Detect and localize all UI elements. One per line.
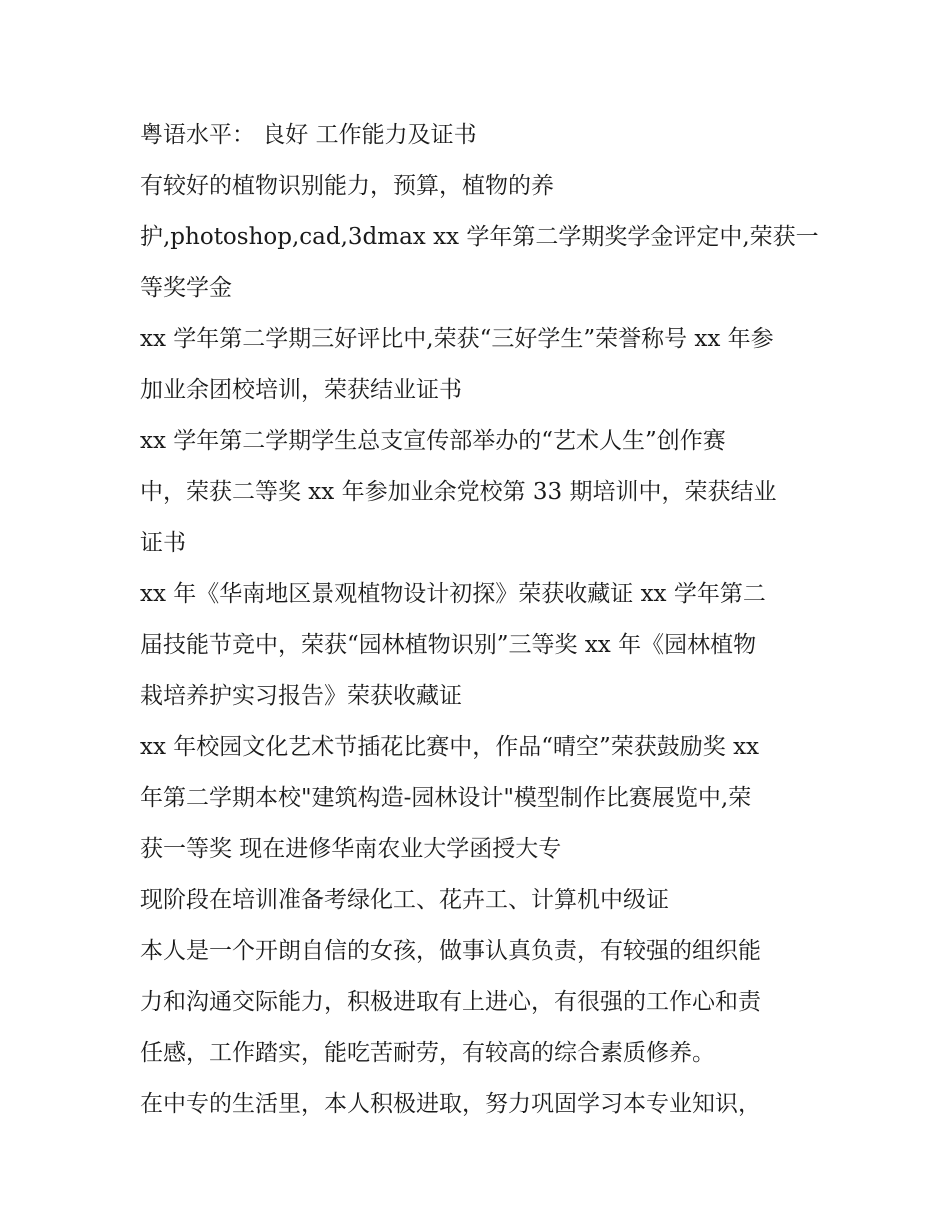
text-line: 粤语水平： 良好 工作能力及证书 bbox=[140, 122, 477, 148]
text-line: 本人是一个开朗自信的女孩，做事认真负责，有较强的组织能 bbox=[140, 938, 761, 964]
text-line: 力和沟通交际能力，积极进取有上进心，有很强的工作心和责 bbox=[140, 989, 761, 1015]
text-line: xx 年《华南地区景观植物设计初探》荣获收藏证 xx 学年第二 bbox=[140, 581, 766, 607]
text-line: 等奖学金 bbox=[140, 275, 232, 301]
text-line: 有较好的植物识别能力，预算，植物的养 bbox=[140, 173, 554, 199]
text-line: 加业余团校培训，荣获结业证书 bbox=[140, 377, 462, 403]
text-line: xx 学年第二学期学生总支宣传部举办的“艺术人生”创作赛 bbox=[140, 428, 726, 454]
document-body bbox=[140, 110, 820, 1130]
text-line: 现阶段在培训准备考绿化工、花卉工、计算机中级证 bbox=[140, 887, 669, 913]
text-line: 中，荣获二等奖 xx 年参加业余党校第 33 期培训中，荣获结业 bbox=[140, 479, 777, 505]
text-line: 年第二学期本校"建筑构造-园林设计"模型制作比赛展览中,荣 bbox=[140, 785, 752, 811]
text-line: 栽培养护实习报告》荣获收藏证 bbox=[140, 683, 462, 709]
text-line: 证书 bbox=[140, 530, 186, 556]
text-line: 任感，工作踏实，能吃苦耐劳，有较高的综合素质修养。 bbox=[140, 1040, 715, 1066]
text-line: 获一等奖 现在进修华南农业大学函授大专 bbox=[140, 836, 562, 862]
text-line: xx 年校园文化艺术节插花比赛中，作品“晴空”荣获鼓励奖 xx bbox=[140, 734, 760, 760]
text-line: xx 学年第二学期三好评比中,荣获“三好学生”荣誉称号 xx 年参 bbox=[140, 326, 774, 352]
text-line: 届技能节竞中，荣获“园林植物识别”三等奖 xx 年《园林植物 bbox=[140, 632, 757, 658]
text-line: 在中专的生活里，本人积极进取，努力巩固学习本专业知识， bbox=[140, 1091, 761, 1117]
text-line: 护,photoshop,cad,3dmax xx 学年第二学期奖学金评定中,荣获一 bbox=[140, 224, 819, 250]
